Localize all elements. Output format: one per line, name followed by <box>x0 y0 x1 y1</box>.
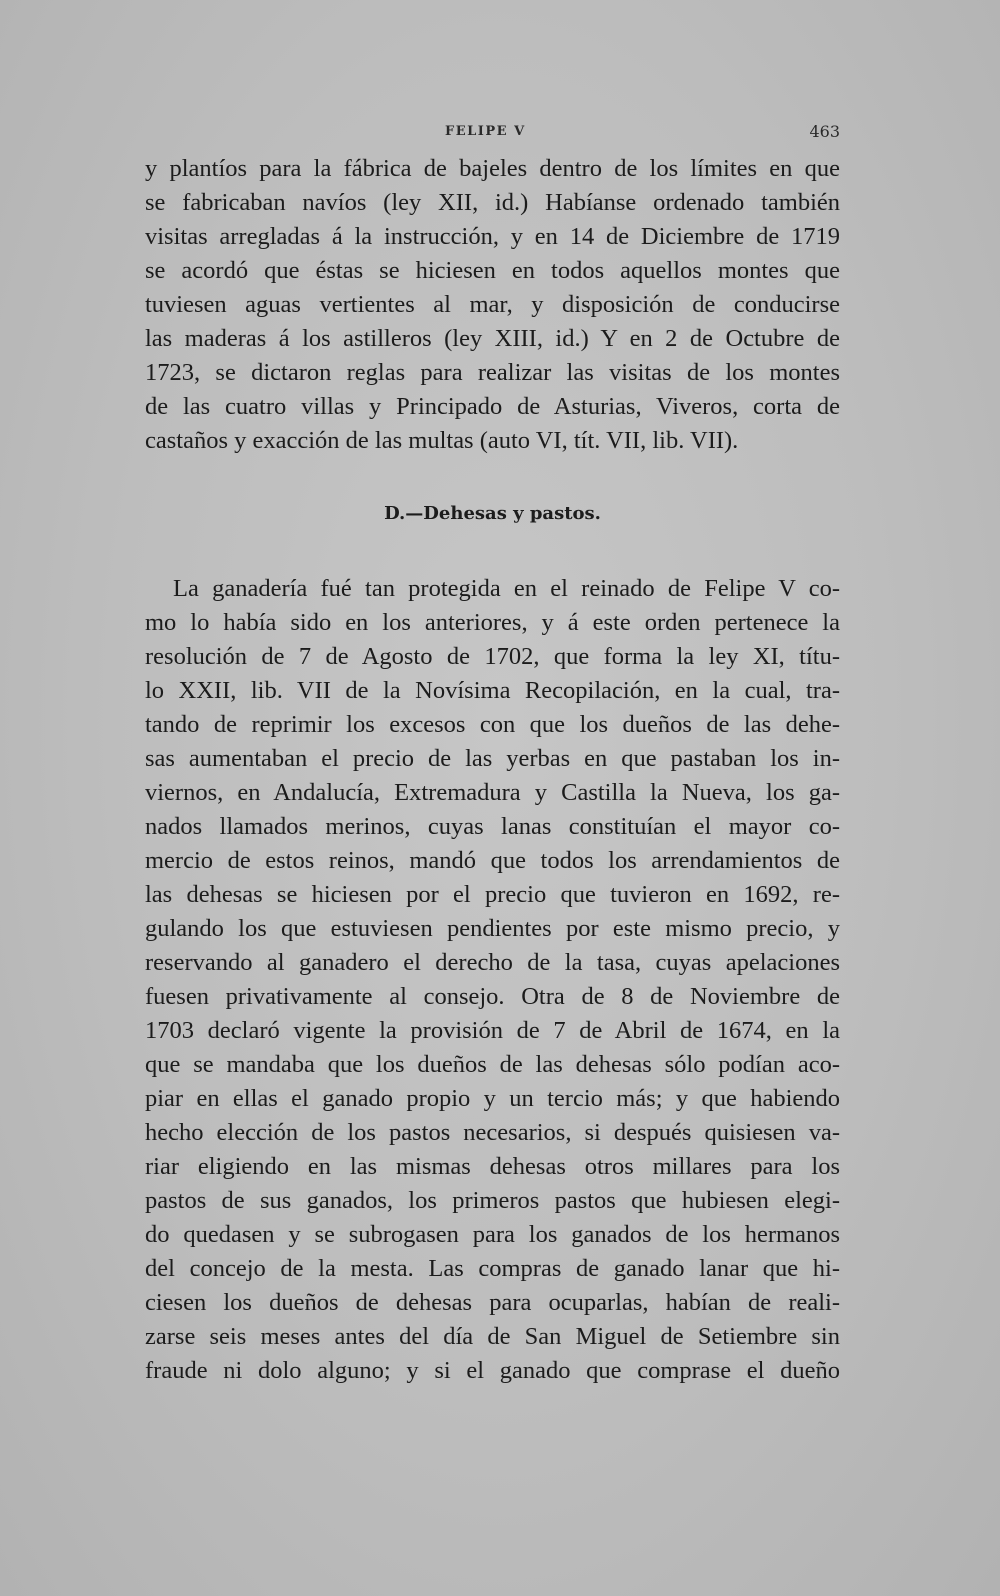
text-line: y plantíos para la fábrica de bajeles dentro de los límites en que <box>145 155 840 182</box>
text-line: 1723, se dictaron reglas para realizar las visitas de los montes <box>145 359 840 386</box>
text-line: mo lo había sido en los anteriores, y á este orden pertenece la <box>145 609 840 636</box>
text-line: de las cuatro villas y Principado de Asturias, Viveros, corta de <box>145 393 840 420</box>
text-line: las maderas á los astilleros (ley XIII, id.) Y en 2 de Octubre de <box>145 325 840 352</box>
text-line: se acordó que éstas se hiciesen en todos aquellos montes que <box>145 257 840 284</box>
running-title: FELIPE V <box>445 124 526 139</box>
text-line: se fabricaban navíos (ley XII, id.) Habíanse ordenado también <box>145 189 840 216</box>
text-line: La ganadería fué tan protegida en el reinado de Felipe V co- <box>173 575 840 602</box>
text-line: tuviesen aguas vertientes al mar, y disposición de conducirse <box>145 291 840 318</box>
text-line: riar eligiendo en las mismas dehesas otros millares para los <box>145 1153 840 1180</box>
text-line: do quedasen y se subrogasen para los ganados de los hermanos <box>145 1221 840 1248</box>
text-line: lo XXII, lib. VII de la Novísima Recopilación, en la cual, tra- <box>145 677 840 704</box>
text-line: reservando al ganadero el derecho de la tasa, cuyas apelaciones <box>145 949 840 976</box>
text-line: tando de reprimir los excesos con que los dueños de las dehe- <box>145 711 840 738</box>
page-number: 463 <box>809 122 840 141</box>
text-line: sas aumentaban el precio de las yerbas en que pastaban los in- <box>145 745 840 772</box>
text-line: viernos, en Andalucía, Extremadura y Castilla la Nueva, los ga- <box>145 779 840 806</box>
text-line: fraude ni dolo alguno; y si el ganado que comprase el dueño <box>145 1357 840 1384</box>
text-line: zarse seis meses antes del día de San Miguel de Setiembre sin <box>145 1323 840 1350</box>
text-line: del concejo de la mesta. Las compras de ganado lanar que hi- <box>145 1255 840 1282</box>
text-line: resolución de 7 de Agosto de 1702, que forma la ley XI, títu- <box>145 643 840 670</box>
page-header <box>145 122 840 146</box>
text-line: fuesen privativamente al consejo. Otra de 8 de Noviembre de <box>145 983 840 1010</box>
text-line: hecho elección de los pastos necesarios, si después quisiesen va- <box>145 1119 840 1146</box>
text-line: pastos de sus ganados, los primeros pastos que hubiesen elegi- <box>145 1187 840 1214</box>
text-line: piar en ellas el ganado propio y un tercio más; y que habiendo <box>145 1085 840 1112</box>
text-line: nados llamados merinos, cuyas lanas constituían el mayor co- <box>145 813 840 840</box>
text-line: ciesen los dueños de dehesas para ocuparlas, habían de reali- <box>145 1289 840 1316</box>
text-line: mercio de estos reinos, mandó que todos los arrendamientos de <box>145 847 840 874</box>
text-line: visitas arregladas á la instrucción, y en 14 de Diciembre de 1719 <box>145 223 840 250</box>
text-line: castaños y exacción de las multas (auto VI, tít. VII, lib. VII). <box>145 427 739 454</box>
paragraph-two <box>145 572 840 1388</box>
text-line: que se mandaba que los dueños de las dehesas sólo podían aco- <box>145 1051 840 1078</box>
text-line: gulando los que estuviesen pendientes por este mismo precio, y <box>145 915 840 942</box>
text-line: 1703 declaró vigente la provisión de 7 de Abril de 1674, en la <box>145 1017 840 1044</box>
text-line: las dehesas se hiciesen por el precio que tuvieron en 1692, re- <box>145 881 840 908</box>
section-heading: D.—Dehesas y pastos. <box>384 503 601 524</box>
paragraph-one <box>145 152 840 458</box>
